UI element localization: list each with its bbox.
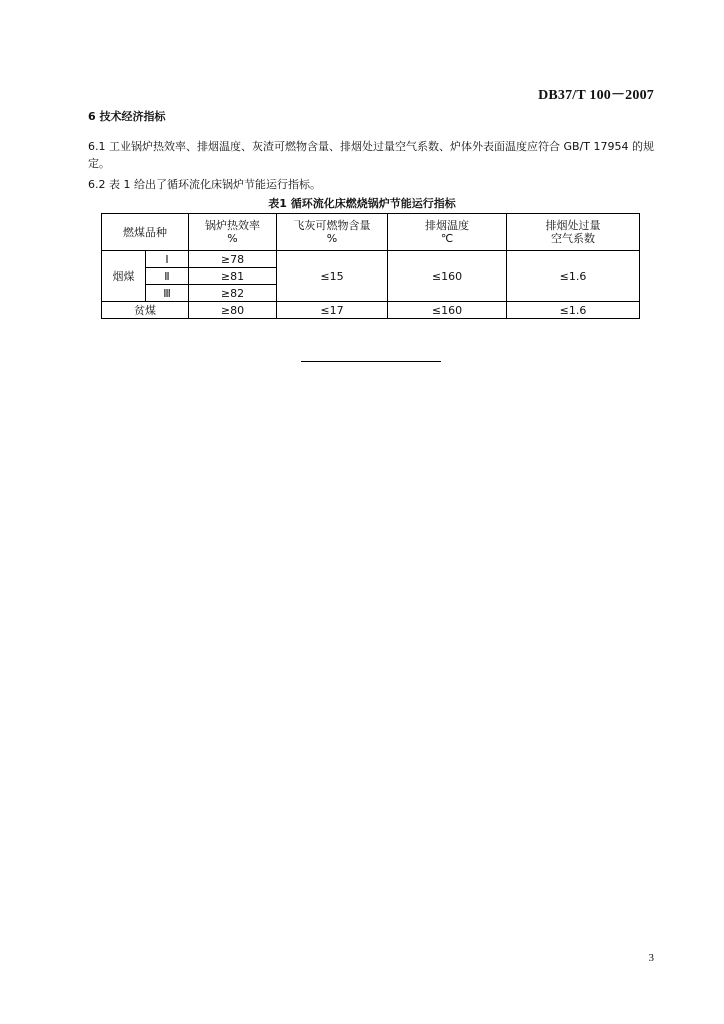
efficiency-cell: ≥82 (189, 285, 277, 302)
header-efficiency-unit: % (227, 232, 238, 245)
paragraph-6-2: 6.2 表 1 给出了循环流化床锅炉节能运行指标。 (88, 178, 321, 191)
energy-index-table (101, 213, 640, 319)
table-caption: 表1 循环流化床燃烧锅炉节能运行指标 (268, 197, 456, 210)
section-title: 6 技术经济指标 (88, 110, 166, 123)
header-exhaust-temp-label: 排烟温度 (425, 219, 469, 232)
efficiency-cell: ≥80 (189, 302, 277, 319)
header-flyash (277, 214, 388, 251)
header-efficiency-label: 锅炉热效率 (205, 219, 260, 232)
paragraph-6-1: 6.1 工业锅炉热效率、排烟温度、灰渣可燃物含量、排烟处过量空气系数、炉体外表面温度应符合 GB/T 17954 的规定。 (88, 140, 654, 170)
table-row (102, 251, 640, 268)
header-flyash-label: 飞灰可燃物含量 (293, 219, 371, 232)
table-row (102, 302, 640, 319)
exhaust-temp-cell: ≤160 (388, 302, 507, 319)
grade-cell: Ⅱ (146, 268, 189, 285)
grade-cell: Ⅰ (146, 251, 189, 268)
header-excess-air-line1: 排烟处过量 (545, 219, 601, 232)
fuel-bituminous: 烟煤 (102, 251, 146, 302)
header-flyash-unit: % (326, 232, 338, 245)
header-excess-air-line2: 空气系数 (551, 232, 595, 245)
fuel-lean: 贫煤 (102, 302, 189, 319)
header-fuel: 燃煤品种 (102, 214, 189, 251)
document-code: DB37/T 100－2007 (538, 88, 654, 103)
header-excess-air (507, 214, 640, 251)
end-divider (301, 361, 441, 362)
exhaust-temp-cell: ≤160 (388, 251, 507, 302)
flyash-cell: ≤17 (277, 302, 388, 319)
table-header-row (102, 214, 640, 251)
header-efficiency (189, 214, 277, 251)
header-exhaust-temp-unit: ℃ (440, 232, 454, 245)
efficiency-cell: ≥78 (189, 251, 277, 268)
excess-air-cell: ≤1.6 (507, 302, 640, 319)
flyash-cell: ≤15 (277, 251, 388, 302)
excess-air-cell: ≤1.6 (507, 251, 640, 302)
efficiency-cell: ≥81 (189, 268, 277, 285)
header-exhaust-temp (388, 214, 507, 251)
grade-cell: Ⅲ (146, 285, 189, 302)
page-number: 3 (648, 952, 654, 964)
